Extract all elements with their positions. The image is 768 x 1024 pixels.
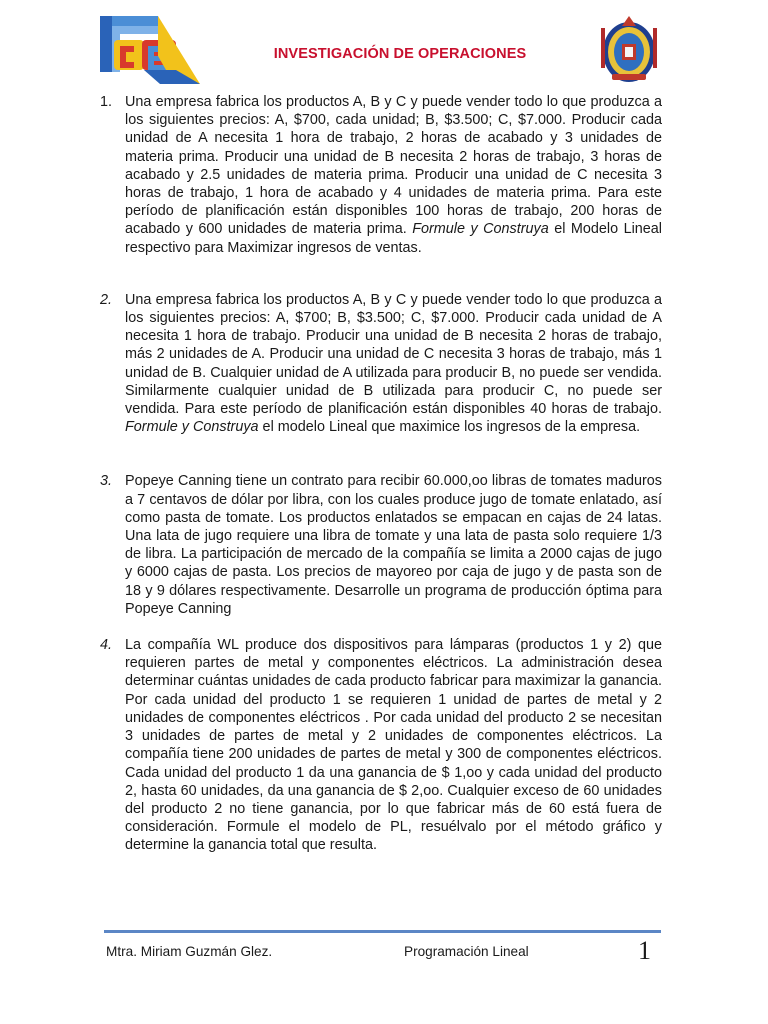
- university-crest-icon: [596, 14, 662, 84]
- problem-number: 4.: [100, 637, 113, 654]
- emphasis-text: Formule y Construya: [412, 221, 549, 238]
- footer-subject: Programación Lineal: [404, 944, 529, 959]
- problem-text: Una empresa fabrica los productos A, B y C y puede vender todo lo que produzca a los siguientes precios: A, $700; B, $3.500; C, $7.000. Producir cada unidad de A necesita 1 hora de trabajo. Producir una unidad de B necesita 2 horas de trabajo, más 2 unidades de A. Producir una unidad de C necesita 3 horas de trabajo, más 1 unidad de B. Cualquier unidad de A utilizada para producir B, no puede ser vendida. Similarmente cualquier unidad de B utilizada para producir C, no puede ser vendida. Para este período de planificación están disponibles 40 horas de trabajo. Formule y Construya el modelo Lineal que maximice los ingresos de la empresa.: [125, 291, 662, 436]
- problem-text: Una empresa fabrica los productos A, B y C y puede vender todo lo que produzca a los siguientes precios: A, $700, cada unidad; B, $3.500; C, $7.000. Producir cada unidad de A necesita 1 hora de trabajo, 2 horas de acabado y 3 unidades de materia prima. Producir una unidad de B necesita 2 horas de trabajo, 3 horas de acabado y 2.5 unidades de materia prima. Producir una unidad de C necesita 3 horas de trabajo, 1 hora de acabado y 4 unidades de materia prima. Para este período de planificación están disponibles 100 horas de trabajo, 200 horas de acabado y 600 unidades de materia prima. Formule y Construya el Modelo Lineal respectivo para Maximizar ingresos de ventas.: [125, 94, 662, 256]
- document-title: INVESTIGACIÓN DE OPERACIONES: [273, 46, 527, 62]
- footer-author: Mtra. Miriam Guzmán Glez.: [106, 944, 273, 959]
- footer-divider: [104, 930, 661, 933]
- problem-3: [100, 472, 662, 618]
- emphasis-text: Formule y Construya: [125, 419, 259, 436]
- problem-4: [100, 636, 662, 854]
- problem-number: 3.: [100, 473, 113, 490]
- problem-text: La compañía WL produce dos dispositivos para lámparas (productos 1 y 2) que requieren partes de metal y componentes eléctricos. La administración desea determinar cuántas unidades de cada producto fabricar para maximizar la ganancia. Por cada unidad del producto 1 se requieren 1 unidad de partes de metal y 2 unidades de componentes eléctricos . Por cada unidad del producto 2 se necesitan 3 unidades de partes de metal y 2 unidades de componentes eléctricos. La compañía tiene 200 unidades de partes de metal y 300 de componentes eléctricos. Cada unidad del producto 1 da una ganancia de $ 1,oo y cada unidad del producto 2, hasta 60 unidades, da una ganancia de $ 2,oo. Cualquier exceso de 60 unidades del producto 2 no tiene ganancia, por lo que fabricar más de 60 está fuera de consideración. Formule el modelo de PL, resuélvalo por el método gráfico y determine la ganancia total que resulta.: [125, 637, 662, 854]
- page-number: 1: [638, 936, 651, 965]
- problem-2: [100, 291, 662, 437]
- problem-number: 2.: [100, 291, 113, 308]
- problem-list: [100, 93, 662, 855]
- problem-number: 1.: [100, 94, 113, 110]
- problem-text: Popeye Canning tiene un contrato para recibir 60.000,oo libras de tomates maduros a 7 centavos de dólar por libra, con los cuales produce jugo de tomate enlatado, así como pasta de tomate. Los productos enlatados se empacan en cajas de 24 latas. Una lata de jugo requiere una libra de tomate y una lata de pasta solo requiere 1/3 de libra. La participación de mercado de la compañía se limita a 2000 cajas de jugo y 6000 cajas de pasta. Los precios de mayoreo por caja de jugo y de pasta son de 18 y 9 dólares respectivamente. Desarrolle un programa de producción óptima para Popeye Canning: [125, 473, 662, 617]
- problem-1: [100, 93, 662, 257]
